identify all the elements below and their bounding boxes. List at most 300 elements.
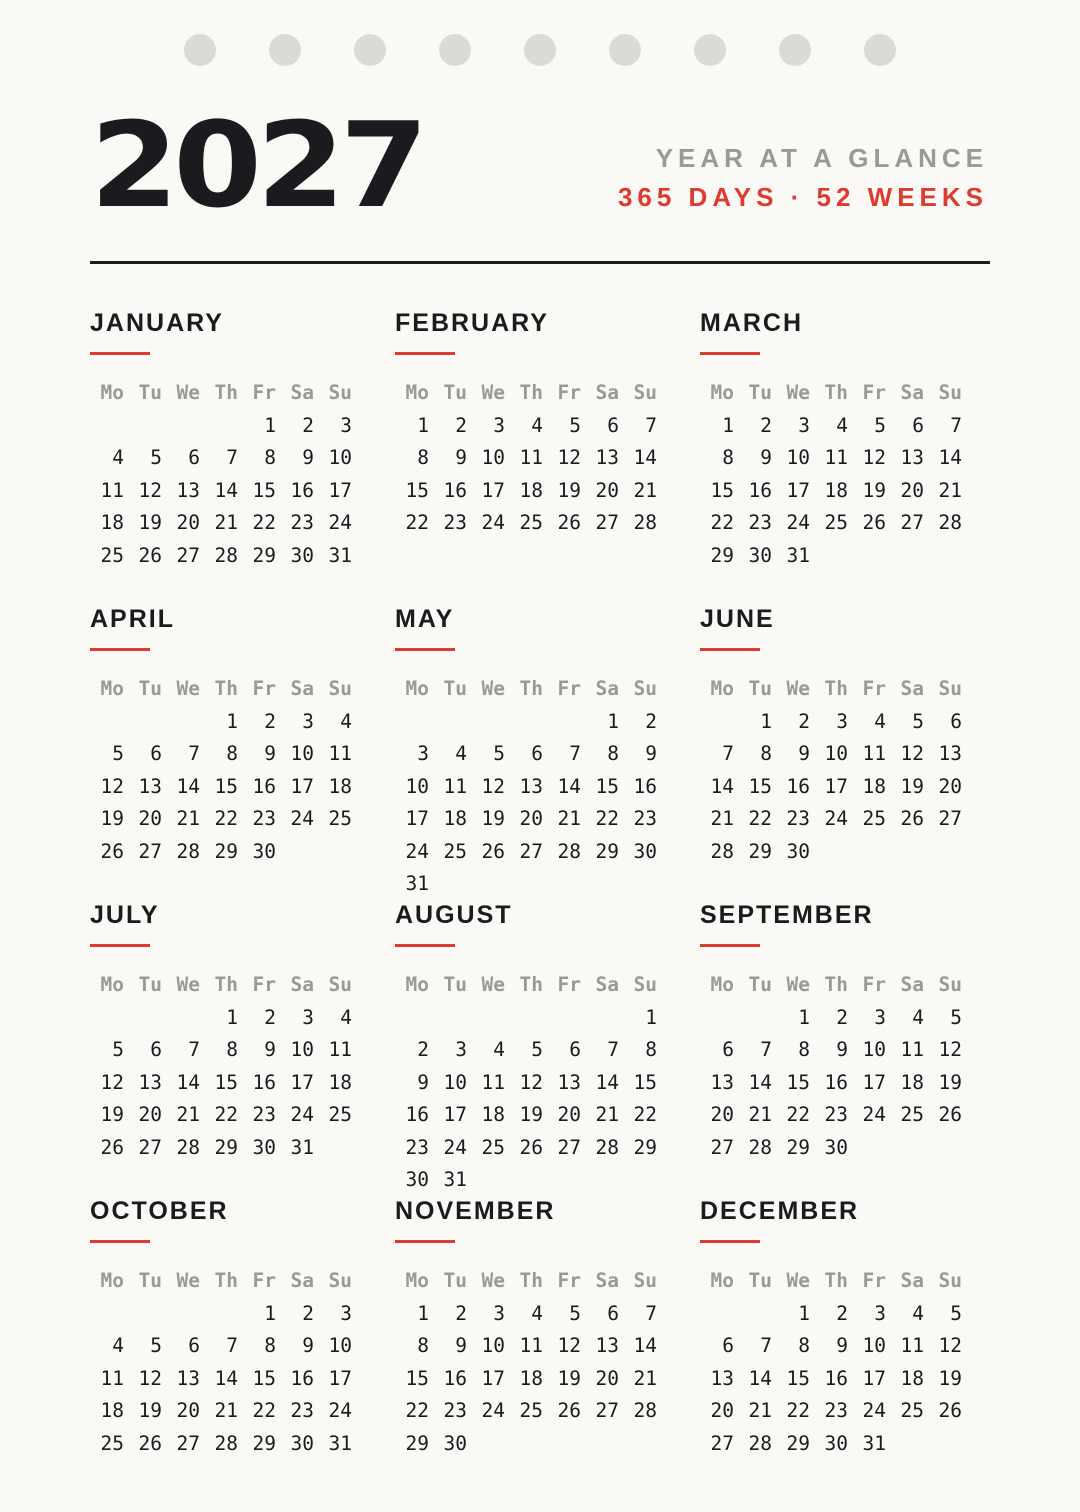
day-number: 23 (252, 1103, 276, 1126)
day-number: 15 (633, 1070, 657, 1094)
weekday-label: Tu (138, 381, 162, 404)
day-number: 4 (340, 1005, 352, 1029)
weekday-label: We (481, 381, 505, 404)
day-number: 28 (748, 1431, 772, 1455)
day-number: 30 (824, 1431, 848, 1455)
day-number: 3 (455, 1038, 467, 1061)
day-number: 1 (264, 1301, 276, 1325)
weekday-label: Tu (138, 1269, 162, 1292)
empty-day-cell (738, 1298, 776, 1331)
day-number: 3 (302, 709, 314, 733)
empty-day-cell (700, 706, 738, 739)
month-january (90, 308, 360, 572)
day-number: 9 (836, 1038, 848, 1061)
weekday-label: Sa (290, 677, 314, 700)
day-number: 30 (290, 1431, 314, 1455)
weekday-label: Su (633, 381, 657, 404)
weekday-label: Th (214, 1269, 238, 1292)
weekday-label: Su (328, 973, 352, 996)
day-number: 19 (938, 1070, 962, 1094)
day-number: 7 (760, 1334, 772, 1357)
month-name: MAY (395, 605, 455, 633)
day-number: 5 (531, 1038, 543, 1061)
weekday-label: Mo (405, 381, 429, 404)
day-number: 20 (138, 807, 162, 830)
day-number: 17 (405, 807, 429, 830)
day-number: 25 (519, 511, 543, 534)
day-number: 31 (290, 1135, 314, 1159)
day-number: 14 (748, 1070, 772, 1094)
day-number: 19 (900, 774, 924, 798)
day-number: 23 (786, 807, 810, 830)
day-number: 18 (481, 1103, 505, 1126)
day-number: 11 (443, 774, 467, 798)
day-number: 4 (836, 413, 848, 437)
day-number: 2 (760, 413, 772, 437)
day-number: 29 (252, 543, 276, 567)
day-number: 27 (176, 543, 200, 567)
month-may (395, 604, 665, 901)
weekday-label: Sa (595, 973, 619, 996)
day-number: 12 (138, 478, 162, 502)
day-number: 12 (557, 1334, 581, 1357)
day-number: 28 (633, 1399, 657, 1422)
month-accent-line (700, 944, 760, 947)
weekday-label: Sa (290, 381, 314, 404)
day-number: 17 (862, 1366, 886, 1390)
day-number: 15 (252, 478, 276, 502)
day-number: 3 (493, 413, 505, 437)
day-number: 6 (569, 1038, 581, 1061)
day-number: 2 (455, 1301, 467, 1325)
day-number: 8 (264, 1334, 276, 1357)
day-number: 13 (557, 1070, 581, 1094)
day-number: 23 (748, 511, 772, 534)
day-number: 22 (786, 1103, 810, 1126)
day-number: 22 (633, 1103, 657, 1126)
day-number: 23 (824, 1103, 848, 1126)
weekday-label: Sa (900, 677, 924, 700)
day-number: 22 (595, 807, 619, 830)
weekday-label: Tu (748, 1269, 772, 1292)
empty-day-cell (547, 706, 585, 739)
weekday-label: Sa (290, 1269, 314, 1292)
month-days-grid (90, 673, 360, 868)
month-name: DECEMBER (700, 1197, 860, 1225)
weekday-label: Tu (443, 973, 467, 996)
day-number: 12 (938, 1334, 962, 1357)
day-number: 16 (748, 478, 772, 502)
day-number: 21 (938, 478, 962, 502)
weekday-label: Tu (748, 973, 772, 996)
day-number: 11 (328, 1038, 352, 1061)
day-number: 21 (748, 1399, 772, 1422)
weekday-label: Mo (405, 1269, 429, 1292)
day-number: 24 (862, 1399, 886, 1422)
day-number: 30 (405, 1168, 429, 1191)
day-number: 26 (557, 511, 581, 534)
day-number: 10 (290, 1038, 314, 1061)
day-number: 6 (150, 1038, 162, 1061)
month-february (395, 308, 665, 540)
day-number: 20 (595, 478, 619, 502)
month-august (395, 900, 665, 1197)
day-number: 13 (710, 1070, 734, 1094)
empty-day-cell (128, 410, 166, 443)
day-number: 14 (633, 446, 657, 469)
day-number: 2 (264, 1005, 276, 1029)
day-number: 21 (557, 807, 581, 830)
day-number: 10 (328, 446, 352, 469)
day-number: 2 (645, 709, 657, 733)
day-number: 22 (252, 1399, 276, 1422)
day-number: 17 (481, 1366, 505, 1390)
day-number: 3 (836, 709, 848, 733)
day-number: 27 (176, 1431, 200, 1455)
weekday-label: Th (519, 381, 543, 404)
day-number: 1 (645, 1005, 657, 1029)
day-number: 14 (710, 774, 734, 798)
weekday-label: We (786, 381, 810, 404)
day-number: 3 (798, 413, 810, 437)
day-number: 25 (328, 1103, 352, 1126)
day-number: 25 (481, 1135, 505, 1159)
day-number: 24 (328, 1399, 352, 1422)
weekday-label: We (481, 677, 505, 700)
day-number: 29 (786, 1135, 810, 1159)
weekday-label: Fr (862, 1269, 886, 1292)
day-number: 3 (340, 1301, 352, 1325)
day-number: 3 (302, 1005, 314, 1029)
day-number: 22 (786, 1399, 810, 1422)
day-number: 4 (912, 1301, 924, 1325)
day-number: 29 (214, 1135, 238, 1159)
weekday-label: Th (824, 677, 848, 700)
day-number: 18 (824, 478, 848, 502)
day-number: 18 (519, 1366, 543, 1390)
weekday-label: Mo (710, 381, 734, 404)
weekday-label: Th (824, 1269, 848, 1292)
day-number: 12 (100, 774, 124, 798)
day-number: 9 (455, 446, 467, 469)
day-number: 27 (710, 1431, 734, 1455)
day-number: 24 (481, 1399, 505, 1422)
day-number: 13 (519, 774, 543, 798)
day-number: 17 (328, 1366, 352, 1390)
weekday-label: Sa (900, 973, 924, 996)
day-number: 28 (938, 511, 962, 534)
day-number: 10 (405, 774, 429, 798)
day-number: 8 (760, 742, 772, 765)
day-number: 7 (226, 1334, 238, 1357)
day-number: 16 (824, 1366, 848, 1390)
day-number: 24 (290, 1103, 314, 1126)
weekday-label: We (176, 973, 200, 996)
day-number: 11 (862, 742, 886, 765)
day-number: 10 (862, 1038, 886, 1061)
weekday-label: Su (633, 973, 657, 996)
day-number: 4 (531, 413, 543, 437)
day-number: 24 (328, 511, 352, 534)
month-july (90, 900, 360, 1164)
day-number: 20 (710, 1399, 734, 1422)
day-number: 25 (100, 543, 124, 567)
day-number: 5 (950, 1005, 962, 1029)
weekday-label: We (786, 973, 810, 996)
month-june (700, 604, 970, 868)
empty-day-cell (128, 1002, 166, 1035)
weekday-label: Th (214, 381, 238, 404)
day-number: 23 (290, 511, 314, 534)
day-number: 18 (519, 478, 543, 502)
day-number: 15 (252, 1366, 276, 1390)
day-number: 1 (226, 709, 238, 733)
day-number: 15 (748, 774, 772, 798)
month-name: OCTOBER (90, 1197, 229, 1225)
day-number: 23 (290, 1399, 314, 1422)
weekday-label: Mo (100, 677, 124, 700)
weekday-label: Su (328, 381, 352, 404)
day-number: 8 (798, 1038, 810, 1061)
day-number: 16 (405, 1103, 429, 1126)
day-number: 14 (557, 774, 581, 798)
day-number: 18 (328, 774, 352, 798)
weekday-label: We (786, 677, 810, 700)
empty-day-cell (204, 410, 242, 443)
day-number: 24 (786, 511, 810, 534)
day-number: 16 (786, 774, 810, 798)
day-number: 8 (645, 1038, 657, 1061)
day-number: 30 (290, 543, 314, 567)
day-number: 19 (557, 478, 581, 502)
day-number: 16 (290, 1366, 314, 1390)
day-number: 2 (264, 709, 276, 733)
day-number: 6 (912, 413, 924, 437)
day-number: 6 (722, 1334, 734, 1357)
month-accent-line (395, 944, 455, 947)
day-number: 6 (188, 1334, 200, 1357)
month-accent-line (395, 352, 455, 355)
month-name: NOVEMBER (395, 1197, 556, 1225)
day-number: 28 (710, 839, 734, 863)
day-number: 1 (798, 1005, 810, 1029)
day-number: 27 (595, 511, 619, 534)
day-number: 5 (569, 413, 581, 437)
day-number: 7 (722, 742, 734, 765)
day-number: 1 (264, 413, 276, 437)
day-number: 7 (569, 742, 581, 765)
day-number: 31 (405, 872, 429, 895)
empty-day-cell (585, 1002, 623, 1035)
day-number: 5 (874, 413, 886, 437)
weekday-label: Tu (748, 677, 772, 700)
day-number: 6 (607, 413, 619, 437)
day-number: 2 (417, 1038, 429, 1061)
day-number: 25 (900, 1103, 924, 1126)
day-number: 23 (824, 1399, 848, 1422)
day-number: 28 (748, 1135, 772, 1159)
day-number: 3 (874, 1005, 886, 1029)
day-number: 27 (519, 839, 543, 863)
day-number: 11 (100, 1366, 124, 1390)
day-number: 7 (645, 1301, 657, 1325)
day-number: 3 (340, 413, 352, 437)
empty-day-cell (471, 706, 509, 739)
weekday-label: Fr (252, 677, 276, 700)
day-number: 18 (900, 1070, 924, 1094)
day-number: 8 (264, 446, 276, 469)
day-number: 19 (862, 478, 886, 502)
weekday-label: Fr (252, 1269, 276, 1292)
day-number: 1 (798, 1301, 810, 1325)
day-number: 27 (900, 511, 924, 534)
day-number: 21 (633, 478, 657, 502)
empty-day-cell (90, 410, 128, 443)
day-number: 10 (443, 1070, 467, 1094)
day-number: 10 (824, 742, 848, 765)
empty-day-cell (90, 1002, 128, 1035)
month-days-grid (700, 377, 970, 572)
weekday-label: Su (938, 677, 962, 700)
day-number: 8 (226, 1038, 238, 1061)
day-number: 28 (214, 1431, 238, 1455)
year-stats: 365 DAYS · 52 WEEKS (617, 182, 988, 212)
month-days-grid (700, 673, 970, 868)
day-number: 26 (900, 807, 924, 830)
day-number: 21 (595, 1103, 619, 1126)
month-days-grid (700, 1265, 970, 1460)
month-name: JUNE (700, 605, 775, 633)
day-number: 28 (176, 1135, 200, 1159)
day-number: 8 (798, 1334, 810, 1357)
day-number: 11 (519, 1334, 543, 1357)
day-number: 31 (328, 543, 352, 567)
month-accent-line (90, 944, 150, 947)
day-number: 10 (481, 446, 505, 469)
day-number: 19 (100, 807, 124, 830)
day-number: 6 (950, 709, 962, 733)
day-number: 21 (748, 1103, 772, 1126)
day-number: 26 (138, 1431, 162, 1455)
day-number: 16 (252, 1070, 276, 1094)
month-accent-line (90, 648, 150, 651)
weekday-label: Sa (595, 1269, 619, 1292)
day-number: 19 (557, 1366, 581, 1390)
month-accent-line (90, 1240, 150, 1243)
day-number: 9 (264, 1038, 276, 1061)
day-number: 28 (557, 839, 581, 863)
empty-day-cell (738, 1002, 776, 1035)
weekday-label: Tu (443, 381, 467, 404)
year-title: 2027 (90, 96, 424, 234)
day-number: 20 (519, 807, 543, 830)
weekday-label: Fr (557, 973, 581, 996)
day-number: 1 (607, 709, 619, 733)
day-number: 20 (938, 774, 962, 798)
day-number: 10 (786, 446, 810, 469)
day-number: 4 (455, 742, 467, 765)
day-number: 11 (900, 1334, 924, 1357)
day-number: 26 (519, 1135, 543, 1159)
day-number: 17 (290, 774, 314, 798)
empty-day-cell (509, 1002, 547, 1035)
weekday-label: Tu (748, 381, 772, 404)
empty-day-cell (433, 706, 471, 739)
month-march (700, 308, 970, 572)
day-number: 9 (645, 742, 657, 765)
empty-day-cell (547, 1002, 585, 1035)
empty-day-cell (395, 1002, 433, 1035)
day-number: 26 (100, 839, 124, 863)
day-number: 10 (862, 1334, 886, 1357)
day-number: 15 (214, 1070, 238, 1094)
day-number: 7 (950, 413, 962, 437)
weekday-label: Tu (443, 1269, 467, 1292)
month-december (700, 1196, 970, 1460)
weekday-label: Su (633, 677, 657, 700)
day-number: 9 (760, 446, 772, 469)
day-number: 17 (824, 774, 848, 798)
day-number: 29 (405, 1431, 429, 1455)
day-number: 4 (531, 1301, 543, 1325)
day-number: 2 (836, 1301, 848, 1325)
day-number: 31 (786, 543, 810, 567)
day-number: 7 (226, 446, 238, 469)
day-number: 13 (138, 1070, 162, 1094)
day-number: 27 (938, 807, 962, 830)
day-number: 16 (290, 478, 314, 502)
day-number: 10 (328, 1334, 352, 1357)
day-number: 25 (824, 511, 848, 534)
day-number: 17 (862, 1070, 886, 1094)
day-number: 11 (519, 446, 543, 469)
day-number: 4 (112, 446, 124, 469)
weekday-label: Mo (710, 677, 734, 700)
day-number: 8 (226, 742, 238, 765)
day-number: 2 (798, 709, 810, 733)
empty-day-cell (509, 706, 547, 739)
empty-day-cell (204, 1298, 242, 1331)
weekday-label: Mo (405, 973, 429, 996)
day-number: 21 (214, 1399, 238, 1422)
month-name: MARCH (700, 309, 804, 337)
day-number: 20 (138, 1103, 162, 1126)
day-number: 22 (405, 511, 429, 534)
weekday-label: Fr (557, 677, 581, 700)
day-number: 30 (633, 839, 657, 863)
day-number: 21 (176, 1103, 200, 1126)
day-number: 20 (900, 478, 924, 502)
day-number: 15 (214, 774, 238, 798)
day-number: 29 (214, 839, 238, 863)
day-number: 14 (214, 1366, 238, 1390)
day-number: 24 (824, 807, 848, 830)
day-number: 12 (900, 742, 924, 765)
day-number: 21 (176, 807, 200, 830)
day-number: 26 (938, 1103, 962, 1126)
weekday-label: Th (214, 677, 238, 700)
day-number: 22 (252, 511, 276, 534)
month-september (700, 900, 970, 1164)
day-number: 21 (633, 1366, 657, 1390)
day-number: 20 (557, 1103, 581, 1126)
day-number: 3 (493, 1301, 505, 1325)
day-number: 26 (481, 839, 505, 863)
day-number: 19 (138, 511, 162, 534)
day-number: 6 (607, 1301, 619, 1325)
day-number: 13 (938, 742, 962, 765)
weekday-label: Th (214, 973, 238, 996)
